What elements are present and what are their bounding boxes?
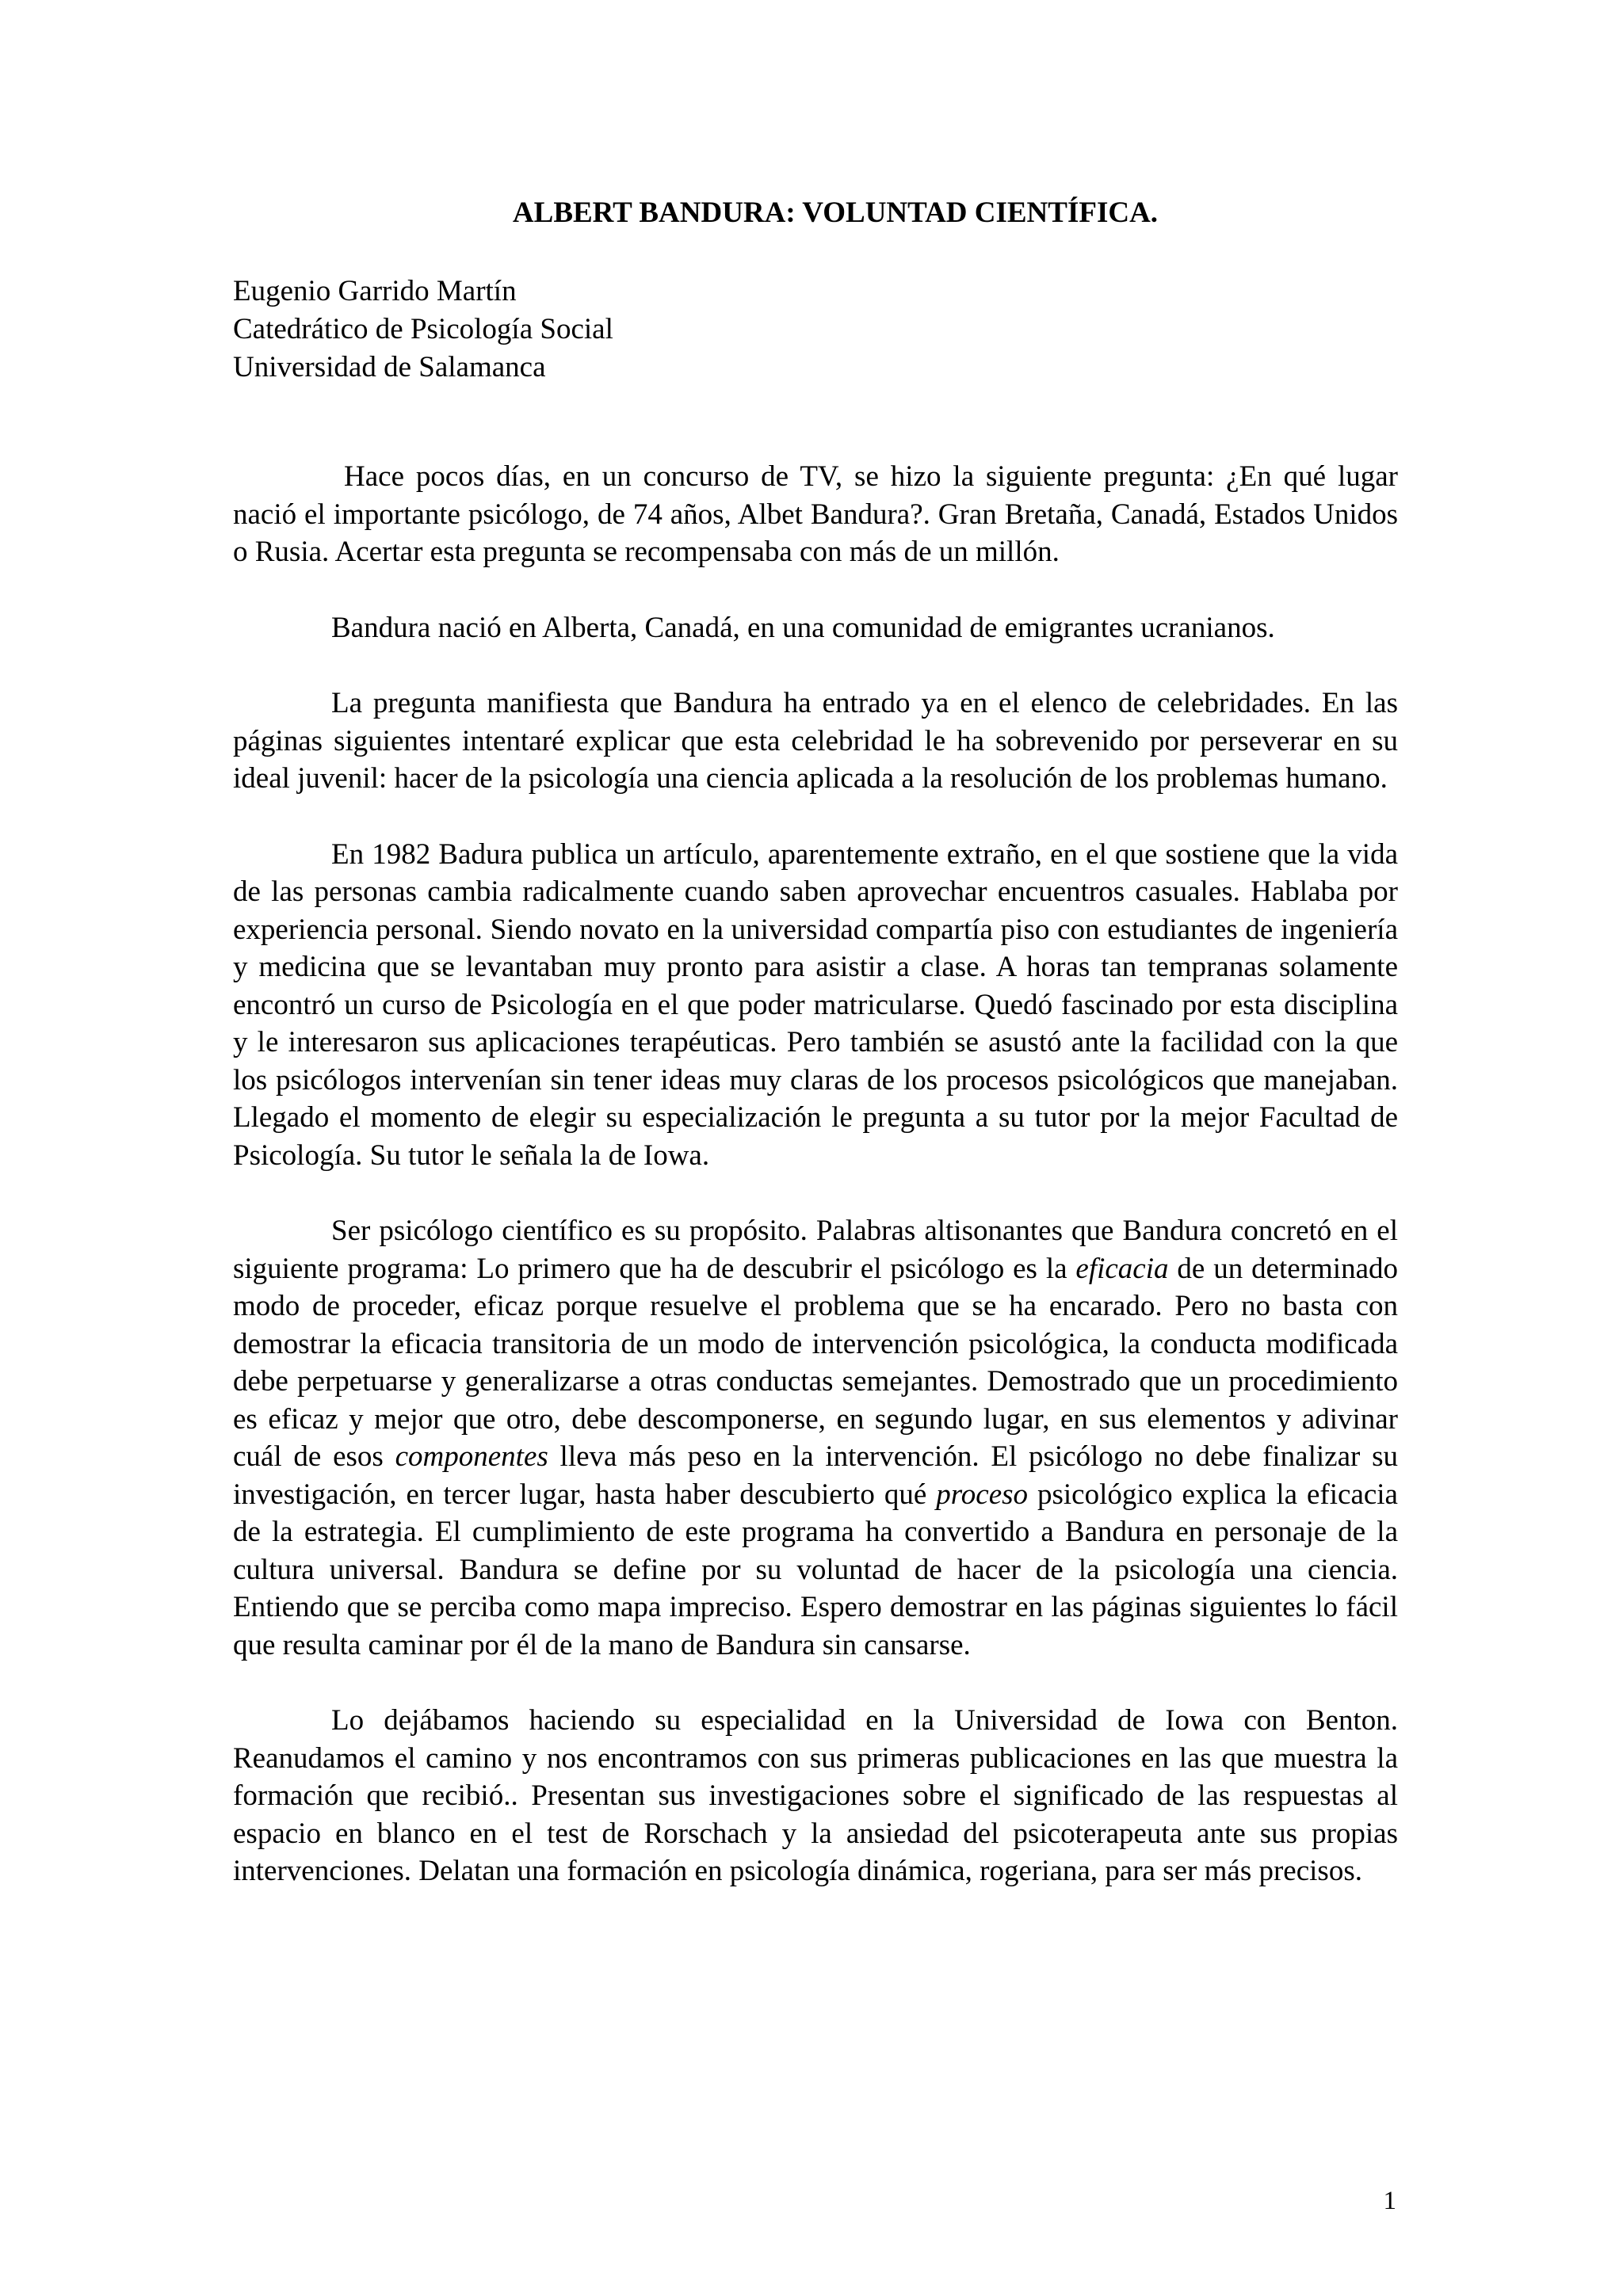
paragraph-5-text-3: lleva más peso en la intervención. El psicólogo no debe finalizar su investigación, en tercer lugar, hasta haber descubierto qué [233, 1440, 1398, 1511]
paragraph-5-text-2: de un determinado modo de proceder, eficaz porque resuelve el problema que se ha encarado. Pero no basta con demostrar la eficacia transitoria de un modo de intervención psicológica, la conducta modificada debe perpetuarse y generalizarse a otras conductas semejantes. Demostrado que un procedimiento es eficaz y mejor que otro, debe descomponerse, en segundo lugar, en sus elementos y adivinar cuál de esos [233, 1252, 1398, 1473]
paragraph-5-text-1: Ser psicólogo científico es su propósito. Palabras altisonantes que Bandura concretó en el siguiente programa: Lo primero que ha de descubrir el psicólogo es la [233, 1215, 1398, 1285]
paragraph-6: Lo dejábamos haciendo su especialidad en la Universidad de Iowa con Benton. Reanudamos el camino y nos encontramos con sus primeras publicaciones en las que muestra la formación que recibió.. Presentan sus investigaciones sobre el significado de las respuestas al espacio en blanco en el test de Rorschach y la ansiedad del psicoterapeuta ante sus propias intervenciones. Delatan una formación en psicología dinámica, rogeriana, para ser más precisos. [233, 1704, 1398, 1887]
author-position: Catedrático de Psicología Social [233, 313, 613, 345]
paragraph-5-emphasis-eficacia: eficacia [1075, 1252, 1169, 1285]
document-title: ALBERT BANDURA: VOLUNTAD CIENTÍFICA. [512, 196, 1159, 229]
paragraph-4: En 1982 Badura publica un artículo, aparentemente extraño, en el que sostiene que la vida de las personas cambia radicalmente cuando saben aprovechar encuentros casuales. Hablaba por experiencia personal. Siendo novato en la universidad compartía piso con estudiantes de ingeniería y medicina que se levantaban muy pronto para asistir a clase. A horas tan tempranas solamente encontró un curso de Psicología en el que poder matricularse. Quedó fascinado por esta disciplina y le interesaron sus aplicaciones terapéuticas. Pero también se asustó ante la facilidad con la que los psicólogos intervenían sin tener ideas muy claras de los procesos psicológicos que manejaban. Llegado el momento de elegir su especialización le pregunta a su tutor por la mejor Facultad de Psicología. Su tutor le señala la de Iowa. [233, 837, 1398, 1172]
author-name: Eugenio Garrido Martín [233, 275, 517, 307]
paragraph-5-emphasis-proceso: proceso [936, 1478, 1029, 1511]
body-text [233, 458, 1398, 1928]
page-number: 1 [1383, 2187, 1396, 2215]
author-institution: Universidad de Salamanca [233, 351, 546, 383]
paragraph-3: La pregunta manifiesta que Bandura ha entrado ya en el elenco de celebridades. En las páginas siguientes intentaré explicar que esta celebridad le ha sobrevenido por perseverar en su ideal juvenil: hacer de la psicología una ciencia aplicada a la resolución de los problemas humano. [233, 687, 1398, 795]
paragraph-2: Bandura nació en Alberta, Canadá, en una comunidad de emigrantes ucranianos. [331, 611, 1275, 644]
paragraph-5-text-4: psicológico explica la eficacia de la estrategia. El cumplimiento de este programa ha convertido a Bandura en personaje de la cultura universal. Bandura se define por su voluntad de hacer de la psicología una ciencia. Entiendo que se perciba como mapa impreciso. Espero demostrar en las páginas siguientes lo fácil que resulta caminar por él de la mano de Bandura sin cansarse. [233, 1478, 1398, 1661]
paragraph-1: Hace pocos días, en un concurso de TV, se hizo la siguiente pregunta: ¿En qué lugar nació el importante psicólogo, de 74 años, Albet Bandura?. Gran Bretaña, Canadá, Estados Unidos o Rusia. Acertar esta pregunta se recompensaba con más de un millón. [233, 460, 1398, 568]
paragraph-5 [233, 1212, 1398, 1664]
paragraph-5-emphasis-componentes: componentes [395, 1440, 548, 1473]
author-block [233, 273, 613, 387]
